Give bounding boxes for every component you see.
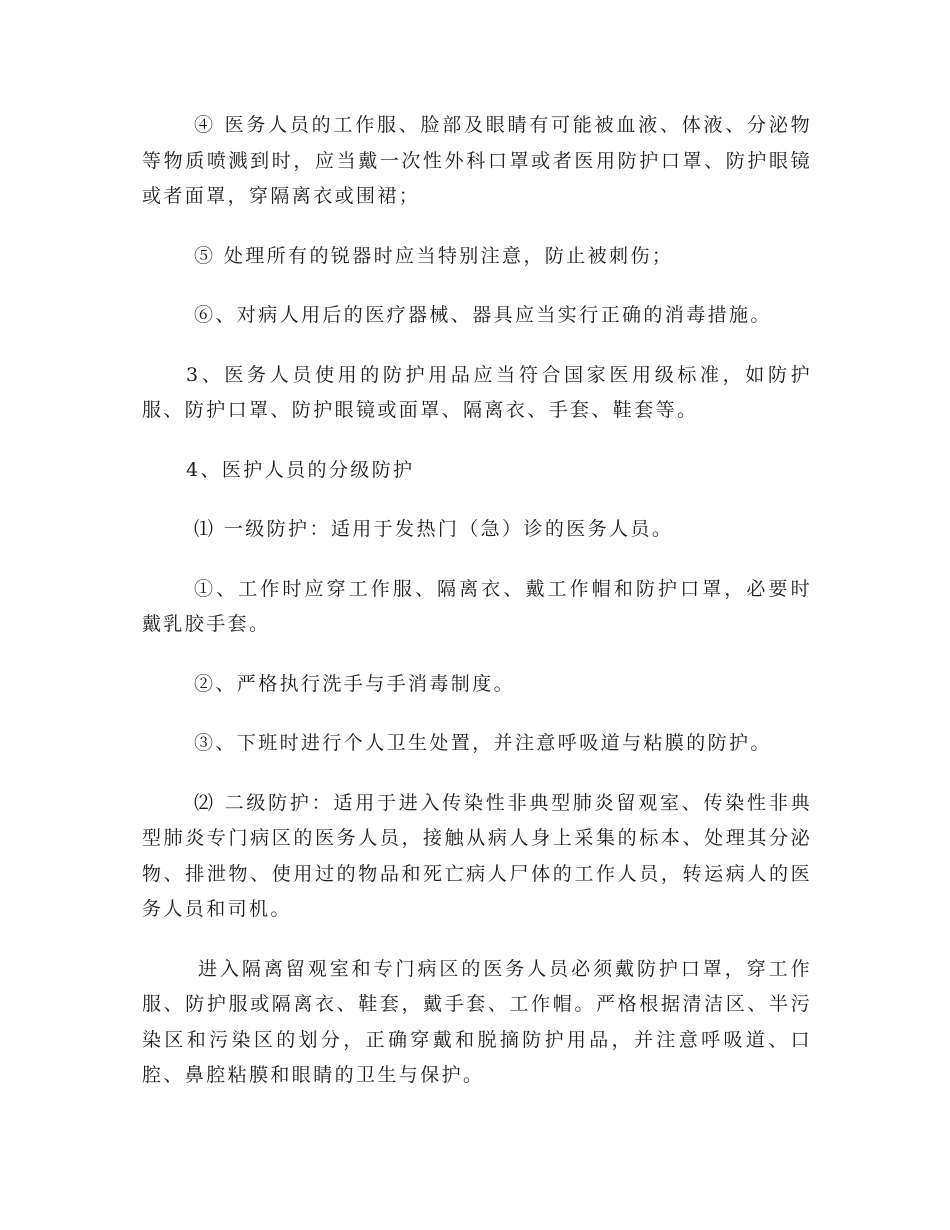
paragraph-level-1-item-3: ③、下班时进行个人卫生处置，并注意呼吸道与粘膜的防护。 xyxy=(194,732,772,754)
paragraph-section-3: 3、医务人员使用的防护用品应当符合国家医用级标准，如防护服、防护口罩、防护眼镜或面罩、隔离衣、手套、鞋套等。 xyxy=(142,363,812,421)
paragraph-level-2-protection: ⑵ 二级防护：适用于进入传染性非典型肺炎留观室、传染性非典型肺炎专门病区的医务人员，接触从病人身上采集的标本、处理其分泌物、排泄物、使用过的物品和死亡病人尸体的工作人员，转运病人的医务人员和司机。 xyxy=(142,791,812,920)
document-body xyxy=(142,108,812,1118)
paragraph-item-5: ⑤ 处理所有的锐器时应当特别注意，防止被刺伤； xyxy=(194,244,674,267)
paragraph-level-1-item-2: ②、严格执行洗手与手消毒制度。 xyxy=(194,672,516,695)
paragraph-item-6: ⑥、对病人用后的医疗器械、器具应当实行正确的消毒措施。 xyxy=(194,304,772,326)
paragraph-level-1-protection: ⑴ 一级防护：适用于发热门（急）诊的医务人员。 xyxy=(194,518,674,540)
paragraph-section-4-heading: 4、医护人员的分级防护 xyxy=(186,458,415,481)
paragraph-item-4: ④ 医务人员的工作服、脸部及眼睛有可能被血液、体液、分泌物等物质喷溅到时，应当戴一次性外科口罩或者医用防护口罩、防护眼镜或者面罩，穿隔离衣或围裙； xyxy=(142,114,812,207)
paragraph-isolation-requirements: 进入隔离留观室和专门病区的医务人员必须戴防护口罩，穿工作服、防护服或隔离衣、鞋套，戴手套、工作帽。严格根据清洁区、半污染区和污染区的划分，正确穿戴和脱摘防护用品，并注意呼吸道、口腔、鼻腔粘膜和眼睛的卫生与保护。 xyxy=(142,957,812,1086)
paragraph-level-1-item-1: ①、工作时应穿工作服、隔离衣、戴工作帽和防护口罩，必要时戴乳胶手套。 xyxy=(142,577,812,635)
